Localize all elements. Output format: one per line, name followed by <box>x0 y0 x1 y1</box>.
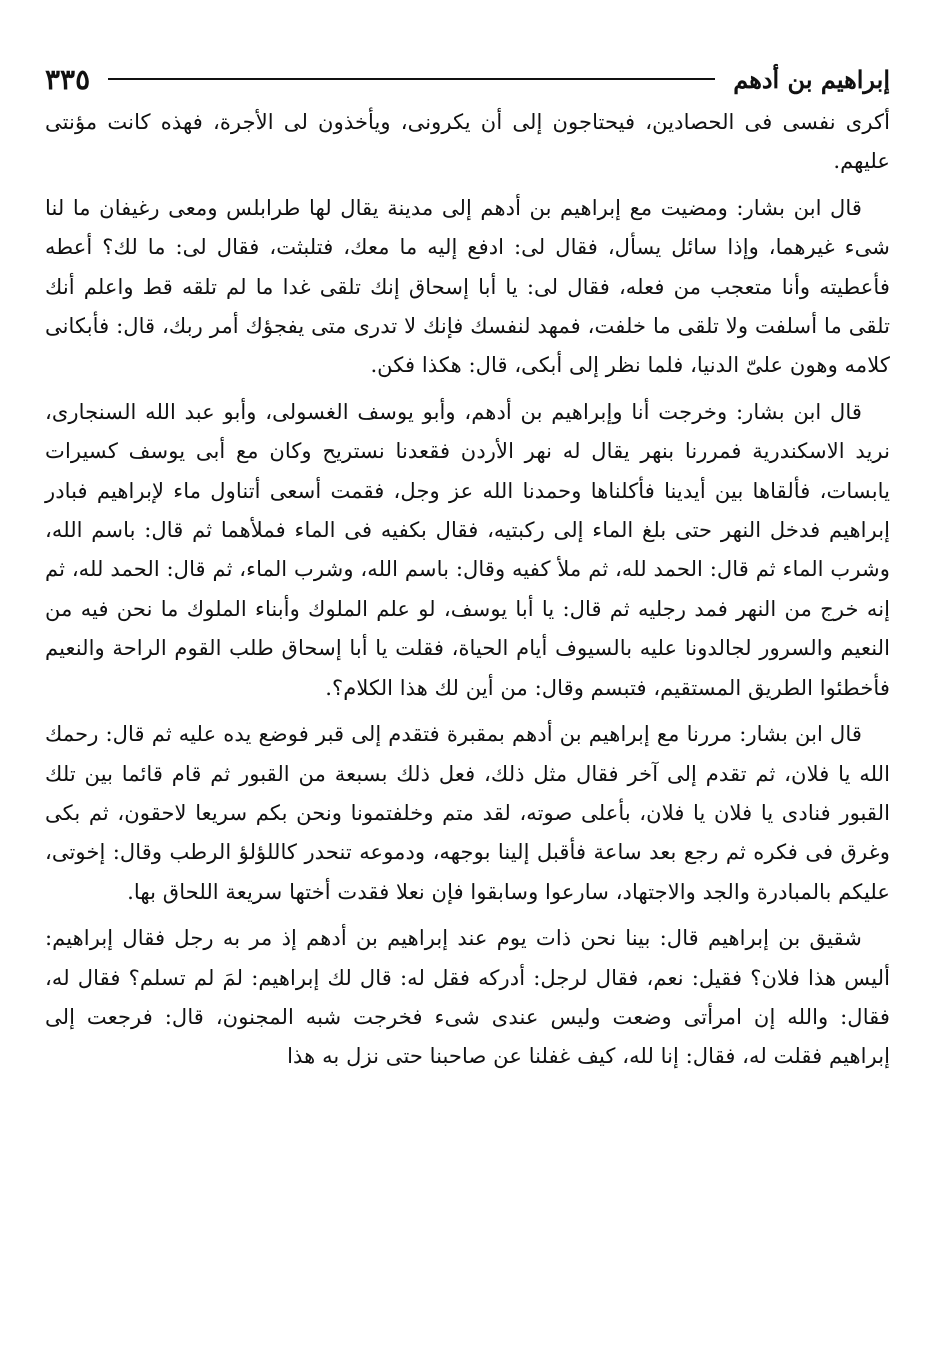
page-number: ٣٣٥ <box>45 62 91 96</box>
paragraph: شقيق بن إبراهيم قال: بينا نحن ذات يوم عند إبراهيم بن أدهم إذ مر به رجل فقال إبراهيم: أليس هذا فلان؟ فقيل: نعم، فقال لرجل: أدركه فقل له: قال لك إبراهيم: لمَ لم تسلم؟ فقال له، فقال: والله إن امرأتى وضعت وليس عندى شىء فخرجت شبه المجنون، قال: فرجعت إلى إبراهيم فقلت له، فقال: إنا لله، كيف غفلنا عن صاحبنا حتى نزل به هذا <box>45 925 890 1069</box>
paragraph: قال ابن بشار: مررنا مع إبراهيم بن أدهم بمقبرة فتقدم إلى قبر فوضع يده عليه ثم قال: رحمك الله يا فلان، ثم تقدم إلى آخر فقال مثل ذلك، فعل ذلك بسبعة من القبور ثم قام قائما بين تلك القبور فنادى يا فلان يا فلان، بأعلى صوته، لقد متم وخلفتمونا ونحن بكم سريعا لاحقون، ثم بكى وغرق فى فكره ثم رجع بعد ساعة فأقبل إلينا بوجهه، ودموعه تنحدر كاللؤلؤ الرطب وقال: إخوتى، عليكم بالمبادرة والجد والاجتهاد، سارعوا وسابقوا فإن نعلا فقدت أختها سريعة اللحاق بها. <box>45 721 890 904</box>
book-page <box>45 62 890 1083</box>
running-title: إبراهيم بن أدهم <box>733 64 890 94</box>
paragraph: قال ابن بشار: ومضيت مع إبراهيم بن أدهم إلى مدينة يقال لها طرابلس ومعى رغيفان ما لنا شىء غيرهما، وإذا سائل يسأل، فقال لى: ادفع إليه ما معك، فتلبثت، فقال لى: ما لك؟ أعطه فأعطيته وأنا متعجب من فعله، فقال لى: يا أبا إسحاق إنك تلقى غدا ما لم تلقه قط واعلم أنك تلقى ما أسلفت ولا تلقى ما خلفت، فمهد لنفسك فإنك لا تدرى متى يفجؤك أمر ربك، قال: فأبكانى كلامه وهون علىّ الدنيا، فلما نظر إلى أبكى، قال: هكذا فكن. <box>45 194 890 378</box>
running-header <box>45 62 890 96</box>
header-rule <box>108 78 715 80</box>
paragraph-continuation: أكرى نفسى فى الحصادين، فيحتاجون إلى أن يكرونى، ويأخذون لى الأجرة، فهذه كانت مؤنتى عليهم. <box>45 109 890 174</box>
paragraph: قال ابن بشار: وخرجت أنا وإبراهيم بن أدهم، وأبو يوسف الغسولى، وأبو عبد الله السنجارى، نريد الاسكندرية فمررنا بنهر يقال له نهر الأردن فقعدنا نستريح وكان مع أبى يوسف كسيرات يابسات، فألقاها بين أيدينا فأكلناها وحمدنا الله عز وجل، فقمت أسعى أتناول ماء لإبراهيم فبادر إبراهيم فدخل النهر حتى بلغ الماء إلى ركبتيه، فقال بكفيه فى الماء فملأهما ثم قال: باسم الله، وشرب الماء ثم قال: الحمد لله، ثم ملأ كفيه وقال: باسم الله، وشرب الماء، ثم قال: الحمد لله، ثم إنه خرج من النهر فمد رجليه ثم قال: يا أبا يوسف، لو علم الملوك وأبناء الملوك ما نحن فيه من النعيم والسرور لجالدونا عليه بالسيوف أيام الحياة، فقلت يا أبا إسحاق طلب القوم الراحة والنعيم فأخطئوا الطريق المستقيم، فتبسم وقال: من أين لك هذا الكلام؟. <box>45 398 890 700</box>
